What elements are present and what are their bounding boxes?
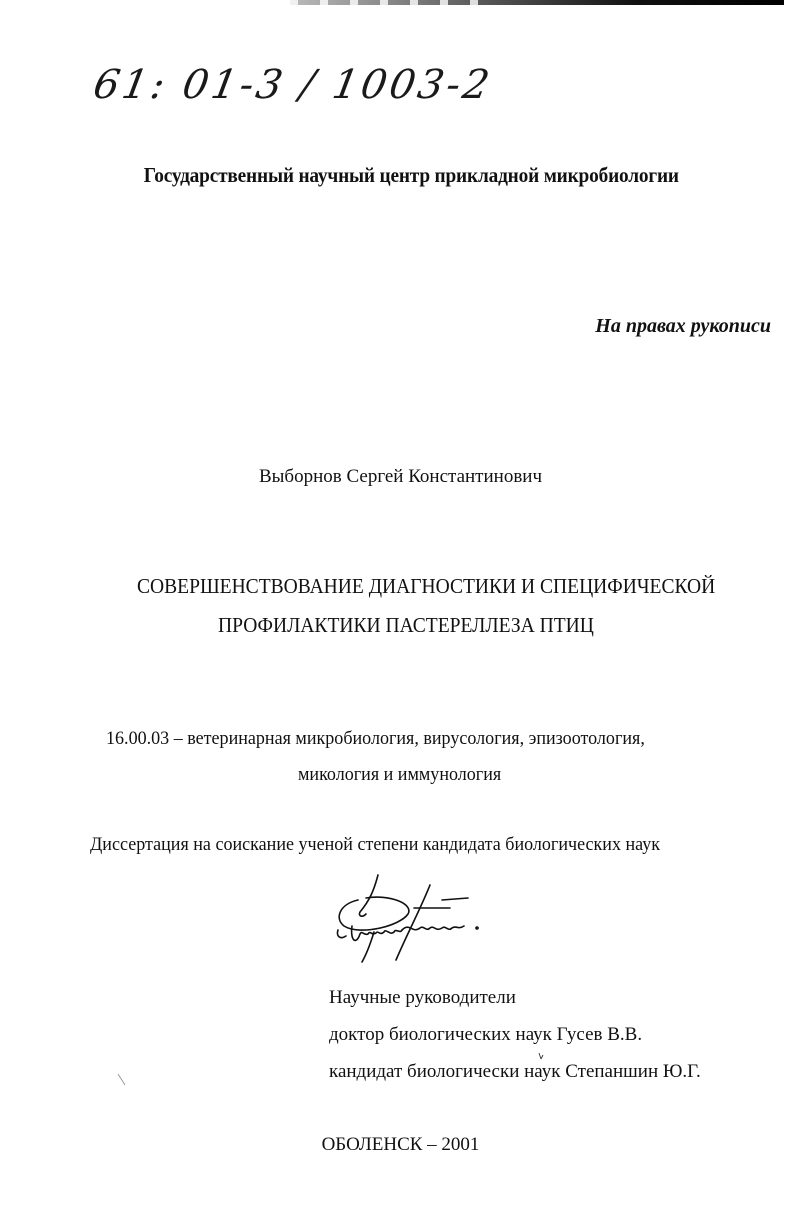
specialty-line-1: 16.00.03 – ветеринарная микробиология, вирусология, эпизоотология, xyxy=(106,728,645,749)
scan-speck-icon xyxy=(116,1073,128,1087)
supervisor-1: доктор биологических наук Гусев В.В. xyxy=(329,1024,643,1045)
supervisors-label: Научные руководители xyxy=(329,987,516,1008)
signature-icon xyxy=(330,870,490,965)
insertion-mark-icon xyxy=(538,1052,544,1060)
title-line-1: СОВЕРШЕНСТВОВАНИЕ ДИАГНОСТИКИ И СПЕЦИФИЧЕСКОЙ xyxy=(137,574,716,598)
specialty-line-2: микология и иммунология xyxy=(298,764,502,785)
author-name: Выборнов Сергей Константинович xyxy=(258,466,543,487)
title-line-2: ПРОФИЛАКТИКИ ПАСТЕРЕЛЛЕЗА ПТИЦ xyxy=(218,613,594,637)
place-and-year: ОБОЛЕНСК – 2001 xyxy=(321,1134,480,1155)
handwritten-archive-code: 61: 01-3 / 1003-2 xyxy=(89,62,496,108)
degree-statement: Диссертация на соискание ученой степени кандидата биологических наук xyxy=(90,834,661,855)
rights-notice: На правах рукописи xyxy=(595,315,771,337)
supervisor-2: кандидат биологически наук Степаншин Ю.Г. xyxy=(329,1061,701,1082)
scan-edge-fade xyxy=(290,0,490,5)
organization-name: Государственный научный центр прикладной микробиологии xyxy=(143,163,679,187)
